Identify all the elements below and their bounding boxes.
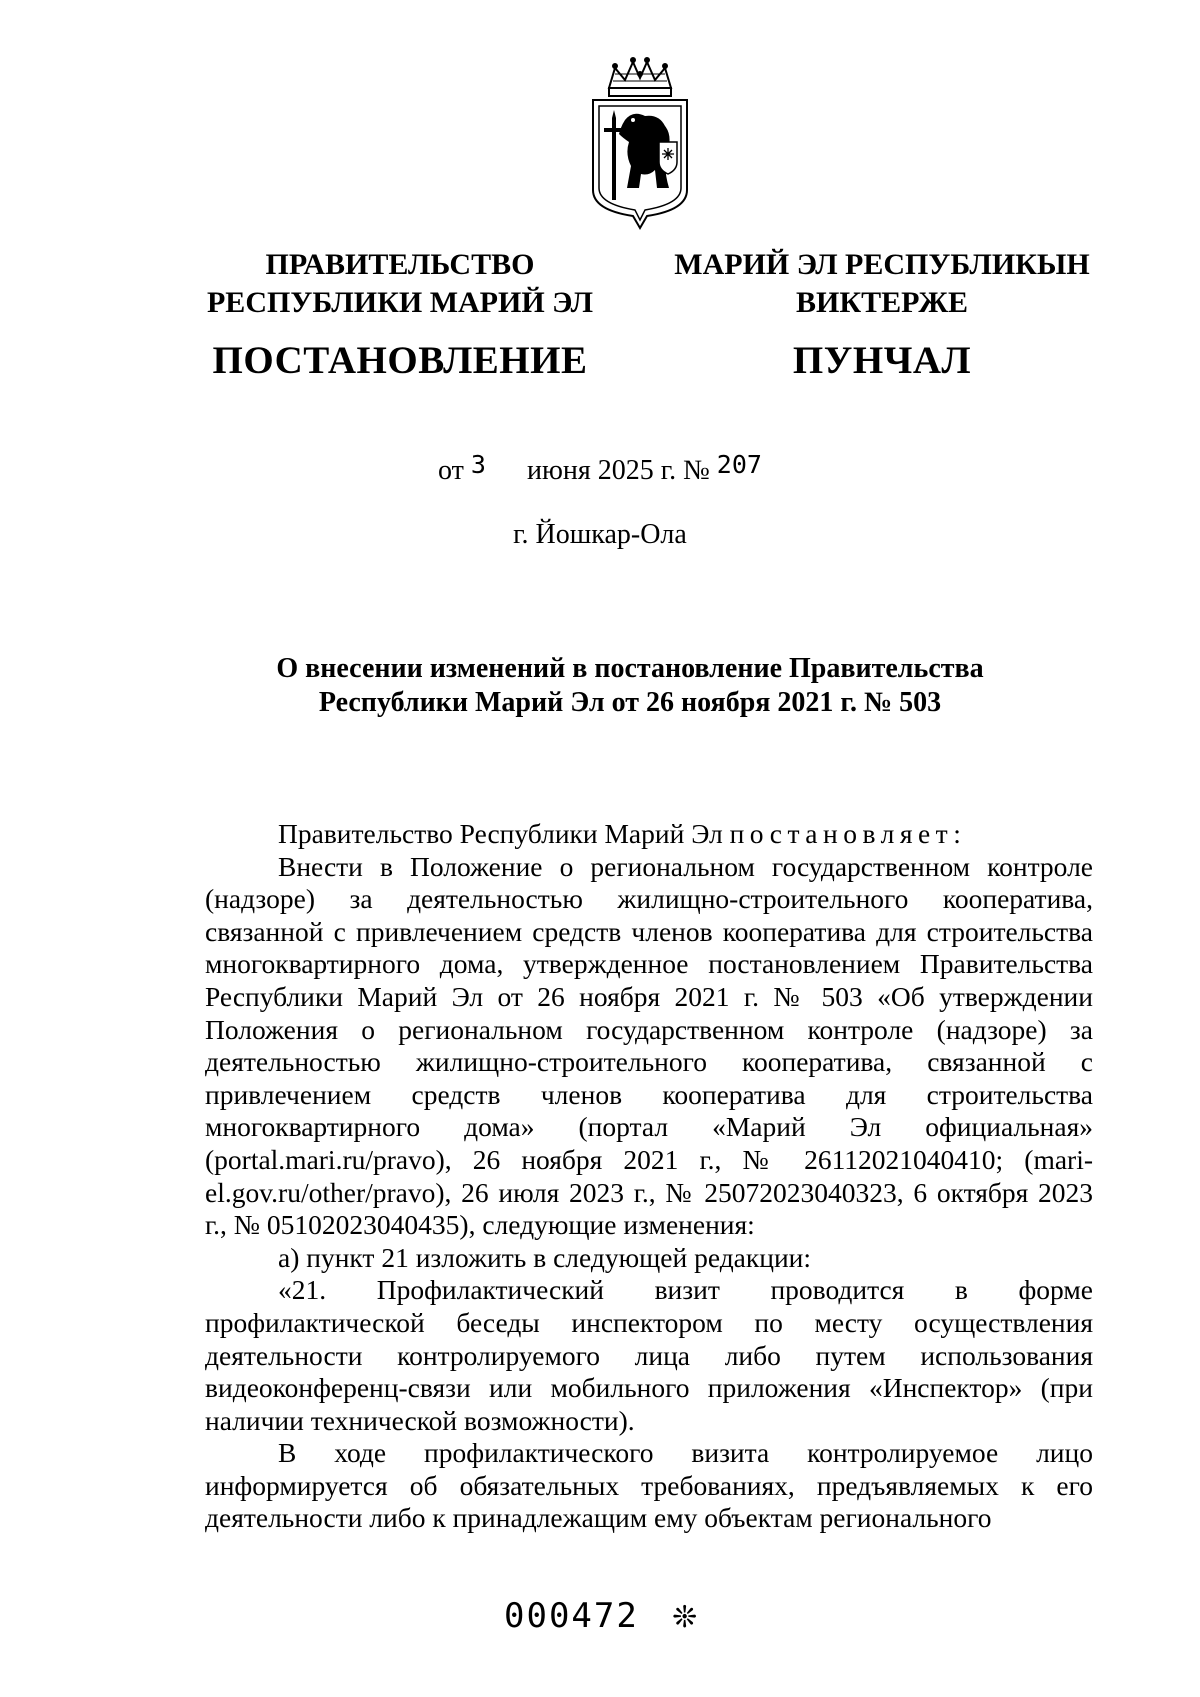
dateline-prefix: от bbox=[438, 455, 464, 486]
body-p1-spaced: постановляет: bbox=[729, 818, 967, 849]
header-right-line2: ВИКТЕРЖЕ bbox=[795, 286, 969, 319]
document-title bbox=[220, 652, 1040, 720]
header-right-line1: МАРИЙ ЭЛ РЕСПУБЛИКЫН bbox=[674, 248, 1090, 281]
coat-of-arms-icon bbox=[585, 50, 695, 230]
document-body bbox=[205, 818, 1093, 1535]
header-left-doc-type: ПОСТАНОВЛЕНИЕ bbox=[212, 339, 588, 382]
header-right bbox=[662, 246, 1102, 384]
header-left bbox=[190, 246, 610, 384]
header-left-line1: ПРАВИТЕЛЬСТВО bbox=[265, 248, 535, 281]
body-paragraph-3: а) пункт 21 изложить в следующей редакции: bbox=[278, 1241, 812, 1273]
body-paragraph-2: Внести в Положение о региональном государственном контроле (надзоре) за деятельностью жилищно-строительного кооператива, связанной с привлечением средств членов кооператива для строительства многоквартирного дома, утвержденное постановлением Правительства Республики Марий Эл от 26 ноября 2021 г. № 503 «Об утверждении Положения о региональном государственном контроле (надзоре) за деятельностью жилищно-строительного кооператива, связанной с привлечением средств членов кооператива для строительства многоквартирного дома» (портал «Марий Эл официальная» (portal.mari.ru/pravo), 26 ноября 2021 г., № 26112021040410; (mari-el.gov.ru/other/pravo), 26 июля 2023 г., № 25072023040323, 6 октября 2023 г., № 05102023040435), следующие изменения: bbox=[205, 850, 1093, 1241]
dateline-month-year: июня 2025 г. № bbox=[526, 455, 710, 486]
footer-serial-number: 000472 bbox=[504, 1596, 639, 1636]
title-line2: Республики Марий Эл от 26 ноября 2021 г. № 503 bbox=[318, 687, 942, 718]
asterisk-mark-icon: ❊ bbox=[672, 1600, 698, 1635]
header-right-doc-type: ПУНЧАЛ bbox=[792, 339, 972, 382]
document-dateline bbox=[0, 450, 1200, 487]
document-city: г. Йошкар-Ола bbox=[513, 519, 687, 550]
body-paragraph-5: В ходе профилактического визита контролируемое лицо информируется об обязательных требованиях, предъявляемых к его деятельности либо к принадлежащим ему объектам регионального bbox=[205, 1437, 1093, 1534]
body-p1-prefix: Правительство Республики Марий Эл bbox=[278, 818, 730, 849]
header-left-line2: РЕСПУБЛИКИ МАРИЙ ЭЛ bbox=[206, 286, 593, 319]
dateline-day: 3 bbox=[470, 450, 486, 479]
body-paragraph-1 bbox=[205, 818, 1093, 851]
dateline-number: 207 bbox=[716, 450, 762, 479]
title-line1: О внесении изменений в постановление Правительства bbox=[276, 653, 984, 684]
body-paragraph-4: «21. Профилактический визит проводится в форме профилактической беседы инспектором по месту осуществления деятельности контролируемого лица либо путем использования видеоконференц-связи или мобильного приложения «Инспектор» (при наличии технической возможности). bbox=[205, 1274, 1093, 1436]
